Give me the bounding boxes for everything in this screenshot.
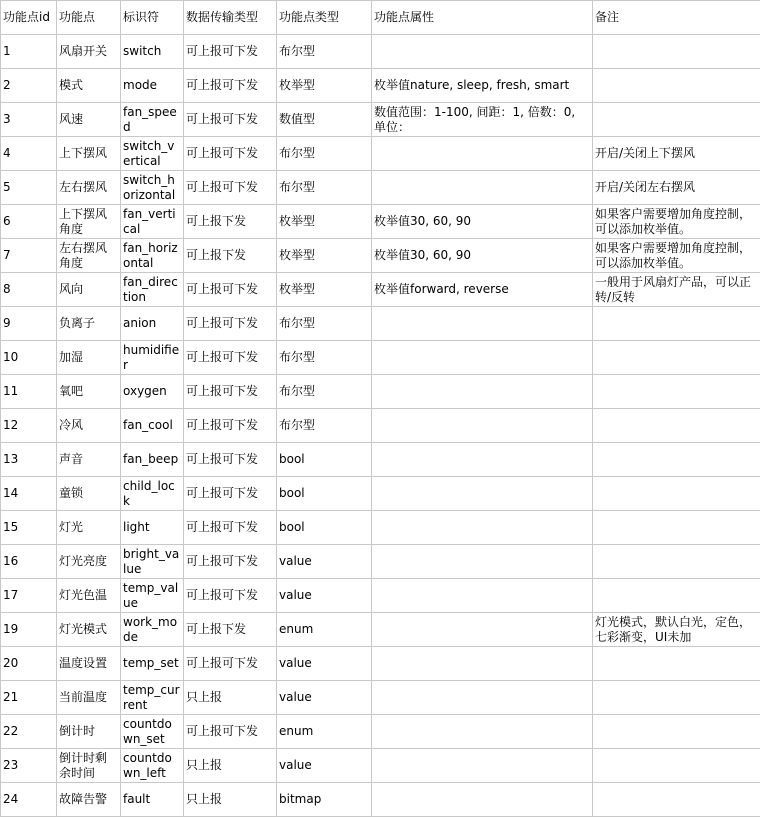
cell-point-type[interactable]: 布尔型 [277,409,372,443]
cell-id[interactable]: 20 [1,647,57,681]
cell-point-type[interactable]: 数值型 [277,103,372,137]
cell-id[interactable]: 10 [1,341,57,375]
cell-notes[interactable] [593,749,760,783]
cell-attributes[interactable] [372,375,593,409]
cell-notes[interactable] [593,341,760,375]
cell-notes[interactable]: 开启/关闭上下摆风 [593,137,760,171]
cell-id[interactable]: 5 [1,171,57,205]
table-row [1,647,760,681]
cell-point-type[interactable]: bool [277,511,372,545]
cell-name[interactable]: 温度设置 [57,647,121,681]
cell-id[interactable]: 9 [1,307,57,341]
table-row [1,545,760,579]
cell-identifier[interactable]: switch [121,35,184,69]
cell-identifier[interactable]: switch_horizontal [121,171,184,205]
cell-name[interactable]: 模式 [57,69,121,103]
cell-identifier[interactable]: temp_value [121,579,184,613]
cell-identifier[interactable]: light [121,511,184,545]
cell-notes[interactable] [593,375,760,409]
cell-point-type[interactable]: 枚举型 [277,205,372,239]
cell-transfer-type[interactable]: 可上报可下发 [184,477,277,511]
cell-identifier[interactable]: fan_direction [121,273,184,307]
cell-identifier[interactable]: fan_horizontal [121,239,184,273]
cell-point-type[interactable]: 布尔型 [277,375,372,409]
cell-attributes[interactable]: 数值范围：1-100, 间距：1, 倍数：0, 单位： [372,103,593,137]
cell-name[interactable]: 加湿 [57,341,121,375]
cell-identifier[interactable]: switch_vertical [121,137,184,171]
cell-name[interactable]: 负离子 [57,307,121,341]
cell-name[interactable]: 灯光模式 [57,613,121,647]
table-row [1,35,760,69]
cell-id[interactable]: 14 [1,477,57,511]
cell-attributes[interactable] [372,545,593,579]
cell-attributes[interactable] [372,443,593,477]
cell-attributes[interactable] [372,749,593,783]
cell-name[interactable]: 声音 [57,443,121,477]
table-row [1,273,760,307]
header-id[interactable]: 功能点id [1,1,57,35]
cell-transfer-type[interactable]: 可上报可下发 [184,443,277,477]
cell-transfer-type[interactable]: 可上报可下发 [184,69,277,103]
header-row [1,1,760,35]
cell-notes[interactable]: 一般用于风扇灯产品，可以正转/反转 [593,273,760,307]
cell-identifier[interactable]: work_mode [121,613,184,647]
cell-point-type[interactable]: 枚举型 [277,273,372,307]
cell-transfer-type[interactable]: 可上报可下发 [184,35,277,69]
cell-attributes[interactable] [372,477,593,511]
table-row [1,137,760,171]
table-row [1,783,760,817]
cell-id[interactable]: 15 [1,511,57,545]
cell-attributes[interactable] [372,783,593,817]
cell-point-type[interactable]: bool [277,477,372,511]
cell-identifier[interactable]: fan_beep [121,443,184,477]
header-name[interactable]: 功能点 [57,1,121,35]
cell-attributes[interactable] [372,613,593,647]
cell-notes[interactable] [593,443,760,477]
cell-identifier[interactable]: fault [121,783,184,817]
cell-notes[interactable] [593,647,760,681]
cell-notes[interactable] [593,69,760,103]
cell-attributes[interactable] [372,715,593,749]
table-row [1,477,760,511]
cell-id[interactable]: 1 [1,35,57,69]
cell-name[interactable]: 风向 [57,273,121,307]
cell-id[interactable]: 8 [1,273,57,307]
cell-attributes[interactable]: 枚举值30, 60, 90 [372,239,593,273]
cell-notes[interactable] [593,545,760,579]
cell-point-type[interactable]: value [277,647,372,681]
cell-attributes[interactable] [372,341,593,375]
cell-notes[interactable] [593,307,760,341]
cell-id[interactable]: 24 [1,783,57,817]
table-row [1,69,760,103]
cell-notes[interactable] [593,103,760,137]
cell-id[interactable]: 3 [1,103,57,137]
cell-point-type[interactable]: value [277,681,372,715]
cell-transfer-type[interactable]: 可上报可下发 [184,715,277,749]
header-identifier[interactable]: 标识符 [121,1,184,35]
cell-point-type[interactable]: value [277,749,372,783]
cell-point-type[interactable]: 布尔型 [277,341,372,375]
cell-name[interactable]: 冷风 [57,409,121,443]
table-row [1,375,760,409]
cell-point-type[interactable]: 布尔型 [277,171,372,205]
header-point-type[interactable]: 功能点类型 [277,1,372,35]
cell-identifier[interactable]: fan_speed [121,103,184,137]
cell-notes[interactable] [593,579,760,613]
cell-identifier[interactable]: temp_current [121,681,184,715]
cell-point-type[interactable]: value [277,579,372,613]
cell-notes[interactable] [593,477,760,511]
cell-transfer-type[interactable]: 可上报可下发 [184,375,277,409]
cell-attributes[interactable] [372,681,593,715]
cell-name[interactable]: 童锁 [57,477,121,511]
cell-id[interactable]: 6 [1,205,57,239]
cell-point-type[interactable]: enum [277,715,372,749]
table-row [1,681,760,715]
cell-attributes[interactable] [372,35,593,69]
cell-identifier[interactable]: temp_set [121,647,184,681]
cell-attributes[interactable] [372,307,593,341]
cell-notes[interactable] [593,681,760,715]
table-row [1,715,760,749]
table-row [1,579,760,613]
cell-attributes[interactable]: 枚举值nature, sleep, fresh, smart [372,69,593,103]
cell-id[interactable]: 11 [1,375,57,409]
table-row [1,409,760,443]
table-row [1,103,760,137]
cell-notes[interactable] [593,511,760,545]
cell-transfer-type[interactable]: 可上报下发 [184,239,277,273]
cell-identifier[interactable]: fan_vertical [121,205,184,239]
cell-point-type[interactable]: bool [277,443,372,477]
table-row [1,205,760,239]
cell-name[interactable]: 灯光 [57,511,121,545]
cell-transfer-type[interactable]: 可上报可下发 [184,273,277,307]
cell-point-type[interactable]: bitmap [277,783,372,817]
header-transfer-type[interactable]: 数据传输类型 [184,1,277,35]
cell-transfer-type[interactable]: 可上报可下发 [184,137,277,171]
cell-name[interactable]: 氧吧 [57,375,121,409]
table-row [1,171,760,205]
cell-id[interactable]: 22 [1,715,57,749]
cell-name[interactable]: 左右摆风 [57,171,121,205]
cell-transfer-type[interactable]: 可上报可下发 [184,307,277,341]
cell-transfer-type[interactable]: 可上报可下发 [184,511,277,545]
cell-name[interactable]: 上下摆风角度 [57,205,121,239]
cell-name[interactable]: 灯光亮度 [57,545,121,579]
cell-name[interactable]: 当前温度 [57,681,121,715]
cell-attributes[interactable] [372,579,593,613]
cell-identifier[interactable]: oxygen [121,375,184,409]
cell-name[interactable]: 灯光色温 [57,579,121,613]
cell-point-type[interactable]: 布尔型 [277,307,372,341]
cell-name[interactable]: 倒计时 [57,715,121,749]
cell-transfer-type[interactable]: 可上报可下发 [184,103,277,137]
cell-id[interactable]: 13 [1,443,57,477]
table-row [1,239,760,273]
cell-id[interactable]: 12 [1,409,57,443]
cell-transfer-type[interactable]: 可上报下发 [184,613,277,647]
cell-notes[interactable]: 如果客户需要增加角度控制，可以添加枚举值。 [593,239,760,273]
cell-transfer-type[interactable]: 可上报下发 [184,205,277,239]
cell-point-type[interactable]: value [277,545,372,579]
cell-name[interactable]: 风扇开关 [57,35,121,69]
header-attributes[interactable]: 功能点属性 [372,1,593,35]
table-row [1,443,760,477]
table-row [1,749,760,783]
table-row [1,341,760,375]
cell-identifier[interactable]: child_lock [121,477,184,511]
cell-notes[interactable] [593,35,760,69]
cell-point-type[interactable]: 布尔型 [277,35,372,69]
cell-notes[interactable]: 灯光模式，默认白光，定色，七彩渐变，UI未加 [593,613,760,647]
cell-transfer-type[interactable]: 可上报可下发 [184,409,277,443]
cell-identifier[interactable]: fan_cool [121,409,184,443]
cell-point-type[interactable]: enum [277,613,372,647]
cell-identifier[interactable]: humidifier [121,341,184,375]
cell-attributes[interactable] [372,171,593,205]
cell-notes[interactable] [593,409,760,443]
cell-attributes[interactable]: 枚举值30, 60, 90 [372,205,593,239]
cell-point-type[interactable]: 枚举型 [277,69,372,103]
cell-notes[interactable] [593,715,760,749]
cell-id[interactable]: 19 [1,613,57,647]
cell-id[interactable]: 17 [1,579,57,613]
cell-name[interactable]: 倒计时剩余时间 [57,749,121,783]
table-row [1,307,760,341]
header-notes[interactable]: 备注 [593,1,760,35]
cell-name[interactable]: 上下摆风 [57,137,121,171]
cell-identifier[interactable]: anion [121,307,184,341]
cell-attributes[interactable] [372,137,593,171]
cell-id[interactable]: 21 [1,681,57,715]
cell-attributes[interactable] [372,409,593,443]
cell-transfer-type[interactable]: 可上报可下发 [184,647,277,681]
cell-notes[interactable] [593,783,760,817]
cell-id[interactable]: 16 [1,545,57,579]
cell-transfer-type[interactable]: 可上报可下发 [184,545,277,579]
cell-name[interactable]: 故障告警 [57,783,121,817]
cell-notes[interactable]: 如果客户需要增加角度控制，可以添加枚举值。 [593,205,760,239]
cell-point-type[interactable]: 布尔型 [277,137,372,171]
cell-notes[interactable]: 开启/关闭左右摆风 [593,171,760,205]
cell-transfer-type[interactable]: 可上报可下发 [184,341,277,375]
cell-attributes[interactable] [372,647,593,681]
cell-id[interactable]: 2 [1,69,57,103]
cell-transfer-type[interactable]: 只上报 [184,783,277,817]
table-row [1,613,760,647]
cell-id[interactable]: 4 [1,137,57,171]
cell-attributes[interactable]: 枚举值forward, reverse [372,273,593,307]
cell-identifier[interactable]: bright_value [121,545,184,579]
cell-transfer-type[interactable]: 可上报可下发 [184,579,277,613]
cell-identifier[interactable]: countdown_left [121,749,184,783]
cell-transfer-type[interactable]: 只上报 [184,681,277,715]
cell-name[interactable]: 风速 [57,103,121,137]
cell-id[interactable]: 7 [1,239,57,273]
cell-id[interactable]: 23 [1,749,57,783]
cell-transfer-type[interactable]: 只上报 [184,749,277,783]
cell-point-type[interactable]: 枚举型 [277,239,372,273]
cell-identifier[interactable]: countdown_set [121,715,184,749]
cell-identifier[interactable]: mode [121,69,184,103]
cell-attributes[interactable] [372,511,593,545]
cell-transfer-type[interactable]: 可上报可下发 [184,171,277,205]
cell-name[interactable]: 左右摆风角度 [57,239,121,273]
table-row [1,511,760,545]
